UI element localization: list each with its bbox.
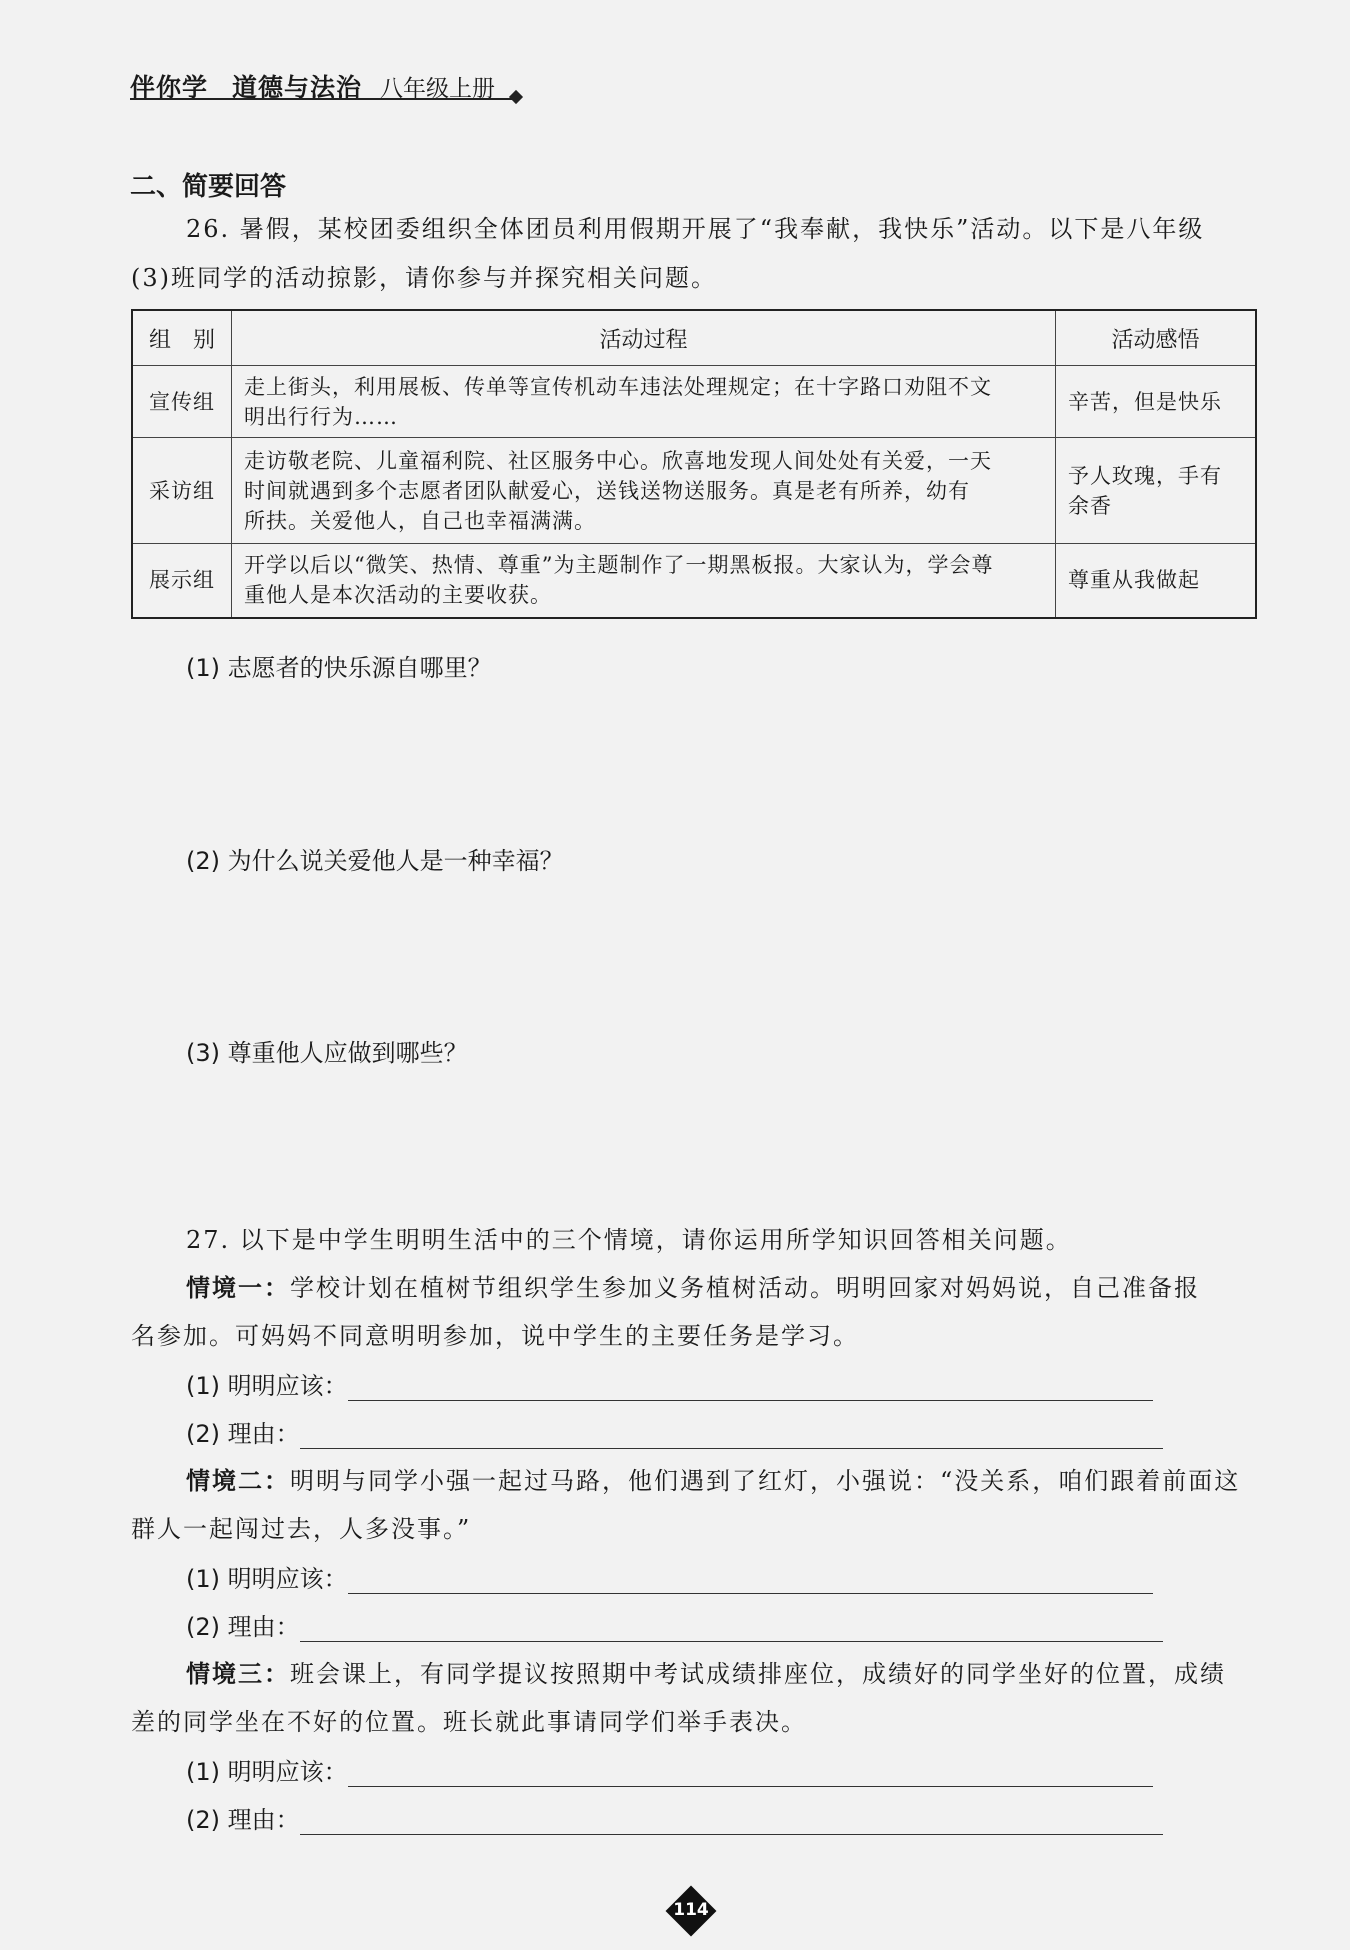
process-line: 开学以后以“微笑、热情、尊重”为主题制作了一期黑板报。大家认为，学会尊 xyxy=(244,553,994,578)
scenario3-label: 情境三： xyxy=(186,1660,290,1688)
scenario1-should-row xyxy=(186,1366,1153,1401)
page-number: 114 xyxy=(673,1900,709,1920)
table-header-row xyxy=(132,310,1256,366)
scenario3-line1 xyxy=(186,1651,1226,1697)
answer-blank[interactable] xyxy=(300,1422,1163,1449)
reason-label: (2) 理由： xyxy=(186,1806,300,1834)
table-cell-process xyxy=(232,366,1056,438)
process-line: 明出行行为…… xyxy=(244,404,398,429)
should-label: (1) 明明应该： xyxy=(186,1372,348,1400)
scenario3-reason-row xyxy=(186,1800,1163,1835)
answer-blank[interactable] xyxy=(300,1615,1163,1642)
should-label: (1) 明明应该： xyxy=(186,1758,348,1786)
q26-stem-line2: (3)班同学的活动掠影，请你参与并探究相关问题。 xyxy=(131,264,717,292)
reason-label: (2) 理由： xyxy=(186,1420,300,1448)
scenario2-label: 情境二： xyxy=(186,1467,290,1495)
subject-title: 道德与法治 xyxy=(232,73,363,102)
scenario1-label: 情境一： xyxy=(186,1274,290,1302)
feeling-line: 余香 xyxy=(1068,493,1112,518)
scenario3-text: 班会课上，有同学提议按照期中考试成绩排座位，成绩好的同学坐好的位置，成绩 xyxy=(290,1660,1226,1688)
answer-blank[interactable] xyxy=(348,1760,1153,1787)
table-header-process: 活动过程 xyxy=(232,310,1056,366)
table-cell-feeling xyxy=(1056,366,1257,438)
process-line: 走访敬老院、儿童福利院、社区服务中心。欣喜地发现人间处处有关爱，一天 xyxy=(244,448,992,473)
scenario1-reason-row xyxy=(186,1414,1163,1449)
series-brand: 伴你学 xyxy=(130,73,209,102)
answer-blank[interactable] xyxy=(348,1567,1153,1594)
grade-label: 八年级上册 xyxy=(380,76,496,102)
should-label: (1) 明明应该： xyxy=(186,1565,348,1593)
process-line: 所扶。关爱他人，自己也幸福满满。 xyxy=(244,508,596,533)
table-cell-group: 采访组 xyxy=(132,438,232,544)
table-cell-process xyxy=(232,544,1056,618)
table-header-group: 组 别 xyxy=(132,310,232,366)
section-title: 二、简要回答 xyxy=(130,172,287,202)
page-number-badge xyxy=(668,1888,716,1936)
q26-sub3: (3) 尊重他人应做到哪些？ xyxy=(186,1039,468,1067)
q27-intro: 27. 以下是中学生明明生活中的三个情境，请你运用所学知识回答相关问题。 xyxy=(186,1226,1072,1254)
table-row xyxy=(132,544,1256,618)
process-line: 时间就遇到多个志愿者团队献爱心，送钱送物送服务。真是老有所养，幼有 xyxy=(244,478,970,503)
process-line: 重他人是本次活动的主要收获。 xyxy=(244,583,552,608)
answer-blank[interactable] xyxy=(300,1808,1163,1835)
scenario3-line2: 差的同学坐在不好的位置。班长就此事请同学们举手表决。 xyxy=(131,1708,807,1736)
table-cell-group: 展示组 xyxy=(132,544,232,618)
scenario1-line2: 名参加。可妈妈不同意明明参加，说中学生的主要任务是学习。 xyxy=(131,1322,859,1350)
feeling-line: 辛苦，但是快乐 xyxy=(1068,389,1222,414)
scenario2-text: 明明与同学小强一起过马路，他们遇到了红灯，小强说：“没关系，咱们跟着前面这 xyxy=(290,1467,1241,1495)
feeling-line: 尊重从我做起 xyxy=(1068,568,1200,593)
process-line: 走上街头，利用展板、传单等宣传机动车违法处理规定；在十字路口劝阻不文 xyxy=(244,374,992,399)
header-diamond-icon xyxy=(509,90,523,104)
scenario2-should-row xyxy=(186,1559,1153,1594)
scenario3-should-row xyxy=(186,1752,1153,1787)
answer-blank[interactable] xyxy=(348,1374,1153,1401)
header-rule xyxy=(130,98,515,100)
scenario2-reason-row xyxy=(186,1607,1163,1642)
table-row xyxy=(132,366,1256,438)
table-cell-group: 宣传组 xyxy=(132,366,232,438)
reason-label: (2) 理由： xyxy=(186,1613,300,1641)
q26-sub1: (1) 志愿者的快乐源自哪里？ xyxy=(186,654,492,682)
scenario1-line1 xyxy=(186,1265,1200,1311)
table-row xyxy=(132,438,1256,544)
table-cell-process xyxy=(232,438,1056,544)
q26-sub2: (2) 为什么说关爱他人是一种幸福？ xyxy=(186,847,564,875)
scenario2-line2: 群人一起闯过去，人多没事。” xyxy=(131,1515,472,1543)
q26-stem-line1: 26. 暑假，某校团委组织全体团员利用假期开展了“我奉献，我快乐”活动。以下是八年级 xyxy=(186,215,1205,243)
table-cell-feeling xyxy=(1056,438,1257,544)
scenario2-line1 xyxy=(186,1458,1240,1504)
feeling-line: 予人玫瑰，手有 xyxy=(1068,463,1222,488)
table-cell-feeling xyxy=(1056,544,1257,618)
table-header-feeling: 活动感悟 xyxy=(1056,310,1257,366)
activity-table xyxy=(131,309,1257,619)
scenario1-text: 学校计划在植树节组织学生参加义务植树活动。明明回家对妈妈说，自己准备报 xyxy=(290,1274,1200,1302)
